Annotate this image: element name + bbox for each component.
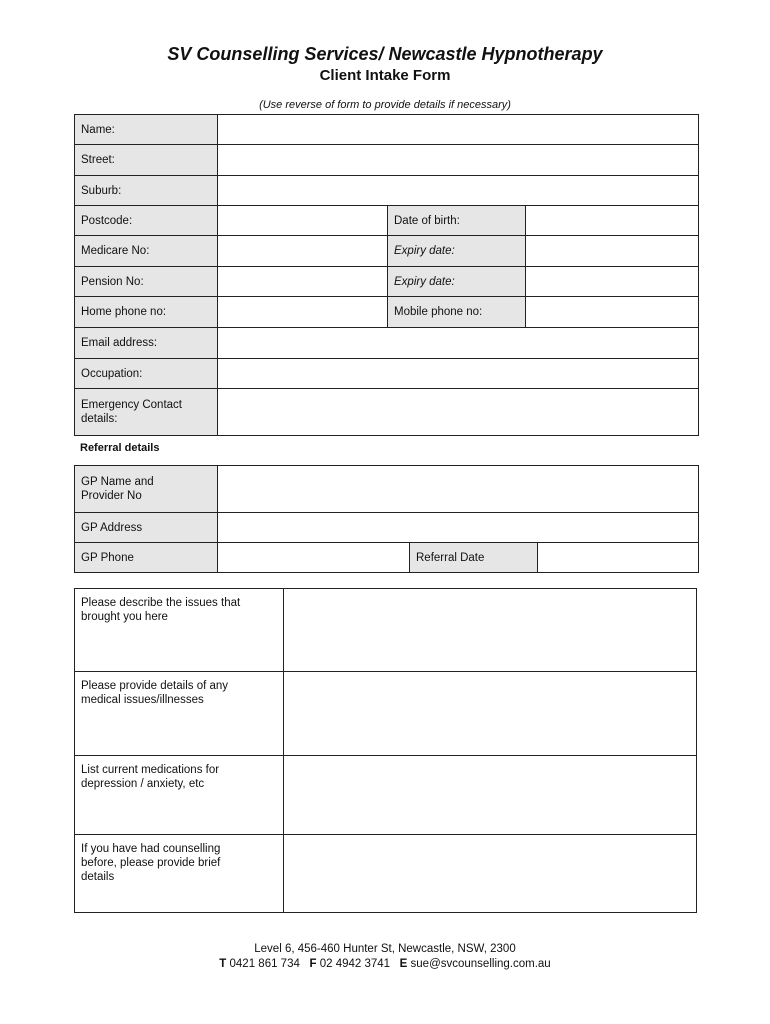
gp-address-label: GP Address (75, 513, 218, 543)
date-of-birth-field[interactable] (526, 206, 699, 236)
medicare-expiry-field[interactable] (526, 236, 699, 267)
name-label: Name: (75, 115, 218, 145)
medical-question (75, 672, 284, 756)
referral-date-field[interactable] (538, 543, 699, 573)
footer-address: Level 6, 456-460 Hunter St, Newcastle, NSW, 2300 (254, 943, 516, 955)
email-address: sue@svcounselling.com.au (410, 958, 551, 970)
counselling-question (75, 835, 284, 913)
gp-name-line1: GP Name and (81, 476, 154, 488)
postcode-label: Postcode: (75, 206, 218, 236)
client-details-table (74, 114, 699, 436)
phone-number: 0421 861 734 (229, 958, 300, 970)
gp-phone-field[interactable] (218, 543, 410, 573)
counselling-field[interactable] (284, 835, 697, 913)
referral-table (74, 465, 699, 573)
medical-line2: medical issues/illnesses (81, 694, 204, 706)
questions-table (74, 588, 697, 913)
medicare-no-label: Medicare No: (75, 236, 218, 267)
form-note: (Use reverse of form to provide details if necessary) (259, 99, 511, 111)
referral-heading: Referral details (80, 442, 160, 454)
fax-label: F (309, 958, 317, 970)
counselling-line3: details (81, 871, 115, 883)
gp-name-field[interactable] (218, 466, 699, 513)
pension-no-label: Pension No: (75, 267, 218, 297)
emergency-contact-label (75, 389, 218, 436)
medical-line1: Please provide details of any (81, 680, 229, 692)
home-phone-label: Home phone no: (75, 297, 218, 328)
gp-name-label (75, 466, 218, 513)
name-field[interactable] (218, 115, 699, 145)
email-label-footer: E (399, 958, 408, 970)
counselling-line2: before, please provide brief (81, 857, 221, 869)
mobile-phone-label: Mobile phone no: (388, 297, 526, 328)
emergency-contact-field[interactable] (218, 389, 699, 436)
emergency-contact-line2: details: (81, 413, 118, 425)
gp-name-line2: Provider No (81, 490, 142, 502)
fax-number: 02 4942 3741 (319, 958, 391, 970)
medicare-expiry-label: Expiry date: (388, 236, 526, 267)
pension-expiry-label: Expiry date: (388, 267, 526, 297)
referral-date-label: Referral Date (410, 543, 538, 573)
footer-contacts (0, 958, 770, 970)
suburb-field[interactable] (218, 176, 699, 206)
occupation-label: Occupation: (75, 359, 218, 389)
counselling-line1: If you have had counselling (81, 843, 221, 855)
medications-question (75, 756, 284, 835)
medications-field[interactable] (284, 756, 697, 835)
medical-field[interactable] (284, 672, 697, 756)
issues-line1: Please describe the issues that (81, 597, 241, 609)
medications-line1: List current medications for (81, 764, 220, 776)
pension-no-field[interactable] (218, 267, 388, 297)
emergency-contact-line1: Emergency Contact (81, 399, 182, 411)
issues-field[interactable] (284, 589, 697, 672)
home-phone-field[interactable] (218, 297, 388, 328)
email-field[interactable] (218, 328, 699, 359)
gp-phone-label: GP Phone (75, 543, 218, 573)
postcode-field[interactable] (218, 206, 388, 236)
form-title: SV Counselling Services/ Newcastle Hypnotherapy (167, 44, 603, 64)
street-label: Street: (75, 145, 218, 176)
medicare-no-field[interactable] (218, 236, 388, 267)
street-field[interactable] (218, 145, 699, 176)
occupation-field[interactable] (218, 359, 699, 389)
issues-line2: brought you here (81, 611, 168, 623)
suburb-label: Suburb: (75, 176, 218, 206)
email-label: Email address: (75, 328, 218, 359)
gp-address-field[interactable] (218, 513, 699, 543)
pension-expiry-field[interactable] (526, 267, 699, 297)
mobile-phone-field[interactable] (526, 297, 699, 328)
issues-question (75, 589, 284, 672)
medications-line2: depression / anxiety, etc (81, 778, 205, 790)
form-subtitle: Client Intake Form (319, 67, 451, 84)
date-of-birth-label: Date of birth: (388, 206, 526, 236)
phone-label: T (219, 958, 227, 970)
